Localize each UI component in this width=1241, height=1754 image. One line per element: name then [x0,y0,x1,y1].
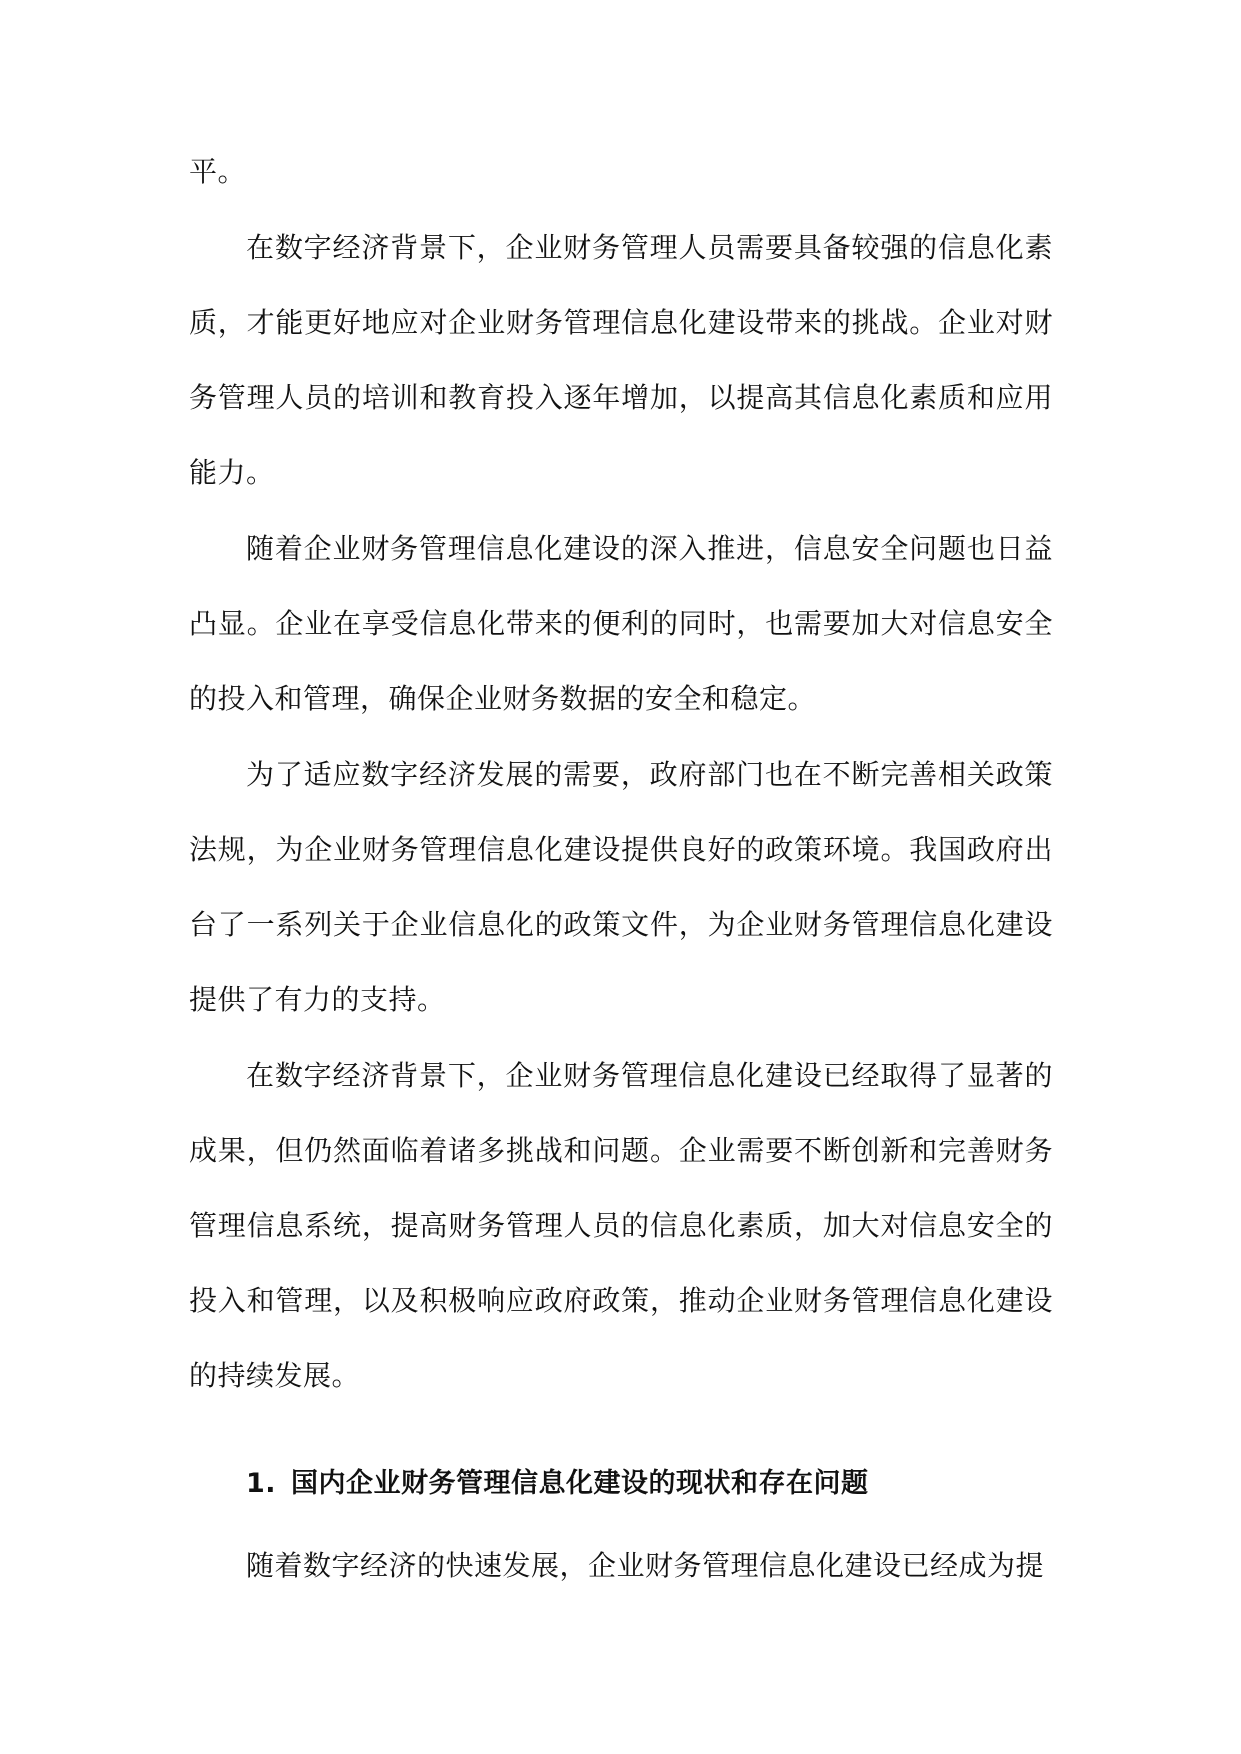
paragraph: 在数字经济背景下，企业财务管理信息化建设已经取得了显著的成果，但仍然面临着诸多挑战和问题。企业需要不断创新和完善财务管理信息系统，提高财务管理人员的信息化素质，加大对信息安全的投入和管理，以及积极响应政府政策，推动企业财务管理信息化建设的持续发展。 [189,1059,1053,1392]
paragraph: 在数字经济背景下，企业财务管理人员需要具备较强的信息化素质，才能更好地应对企业财务管理信息化建设带来的挑战。企业对财务管理人员的培训和教育投入逐年增加，以提高其信息化素质和应用能力。 [189,231,1053,489]
paragraph-continuation: 平。 [189,155,247,188]
section-title: 国内企业财务管理信息化建设的现状和存在问题 [291,1468,869,1499]
section-heading [246,1464,1054,1504]
section-number: 1. [246,1468,277,1499]
paragraph: 随着企业财务管理信息化建设的深入推进，信息安全问题也日益凸显。企业在享受信息化带来的便利的同时，也需要加大对信息安全的投入和管理，确保企业财务数据的安全和稳定。 [189,532,1053,715]
paragraph: 为了适应数字经济发展的需要，政府部门也在不断完善相关政策法规，为企业财务管理信息化建设提供良好的政策环境。我国政府出台了一系列关于企业信息化的政策文件，为企业财务管理信息化建设提供了有力的支持。 [189,758,1053,1016]
paragraph: 随着数字经济的快速发展，企业财务管理信息化建设已经成为提 [246,1549,1045,1582]
